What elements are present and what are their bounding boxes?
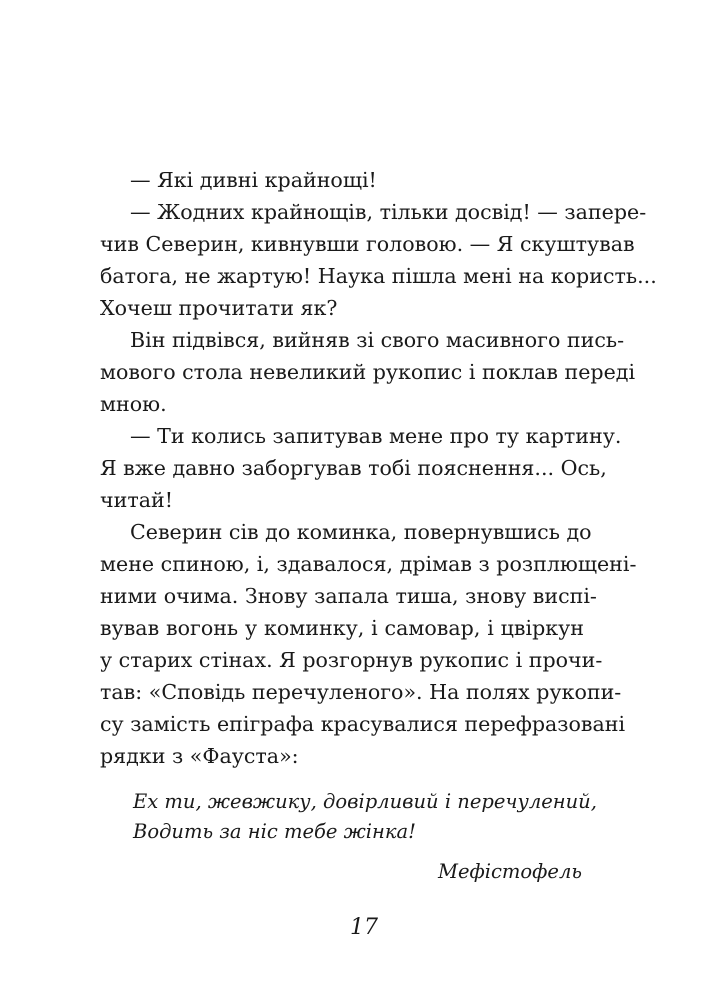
text-line: мною.: [100, 392, 167, 416]
text-line: батога, не жартую! Наука пішла мені на користь...: [100, 264, 657, 288]
page-number: 17: [350, 915, 378, 940]
text-line: — Ти колись запитував мене про ту картину.: [130, 424, 622, 448]
text-line: рядки з «Фауста»:: [100, 744, 299, 768]
text-line: Він підвівся, вийняв зі свого масивного пись-: [130, 328, 625, 352]
text-line: Я вже давно заборгував тобі пояснення... Ось,: [100, 456, 607, 480]
text-line: Северин сів до коминка, повернувшись до: [130, 520, 592, 544]
text-line: вував вогонь у коминку, і самовар, і цвіркун: [100, 616, 584, 640]
text-line: мене спиною, і, здавалося, дрімав з розплющені-: [100, 552, 637, 576]
text-line: Хочеш прочитати як?: [100, 296, 338, 320]
text-line: у старих стінах. Я розгорнув рукопис і прочи-: [100, 648, 603, 672]
epigraph-attribution: Мефістофель: [438, 860, 582, 883]
text-line: су замість епіграфа красувалися перефразовані: [100, 712, 626, 736]
text-line: чив Северин, кивнувши головою. — Я скуштував: [100, 232, 635, 256]
text-line: — Жодних крайнощів, тільки досвід! — запере-: [130, 200, 647, 224]
epigraph-line: Ех ти, жевжику, довірливий і перечулений,: [133, 790, 597, 813]
epigraph-line: Водить за ніс тебе жінка!: [133, 820, 416, 843]
text-line: тав: «Сповідь перечуленого». На полях рукопи-: [100, 680, 622, 704]
text-line: ними очима. Знову запала тиша, знову виспі-: [100, 584, 597, 608]
text-line: читай!: [100, 488, 174, 512]
text-line: мового стола невеликий рукопис і поклав переді: [100, 360, 636, 384]
text-line: — Які дивні крайнощі!: [130, 168, 377, 192]
